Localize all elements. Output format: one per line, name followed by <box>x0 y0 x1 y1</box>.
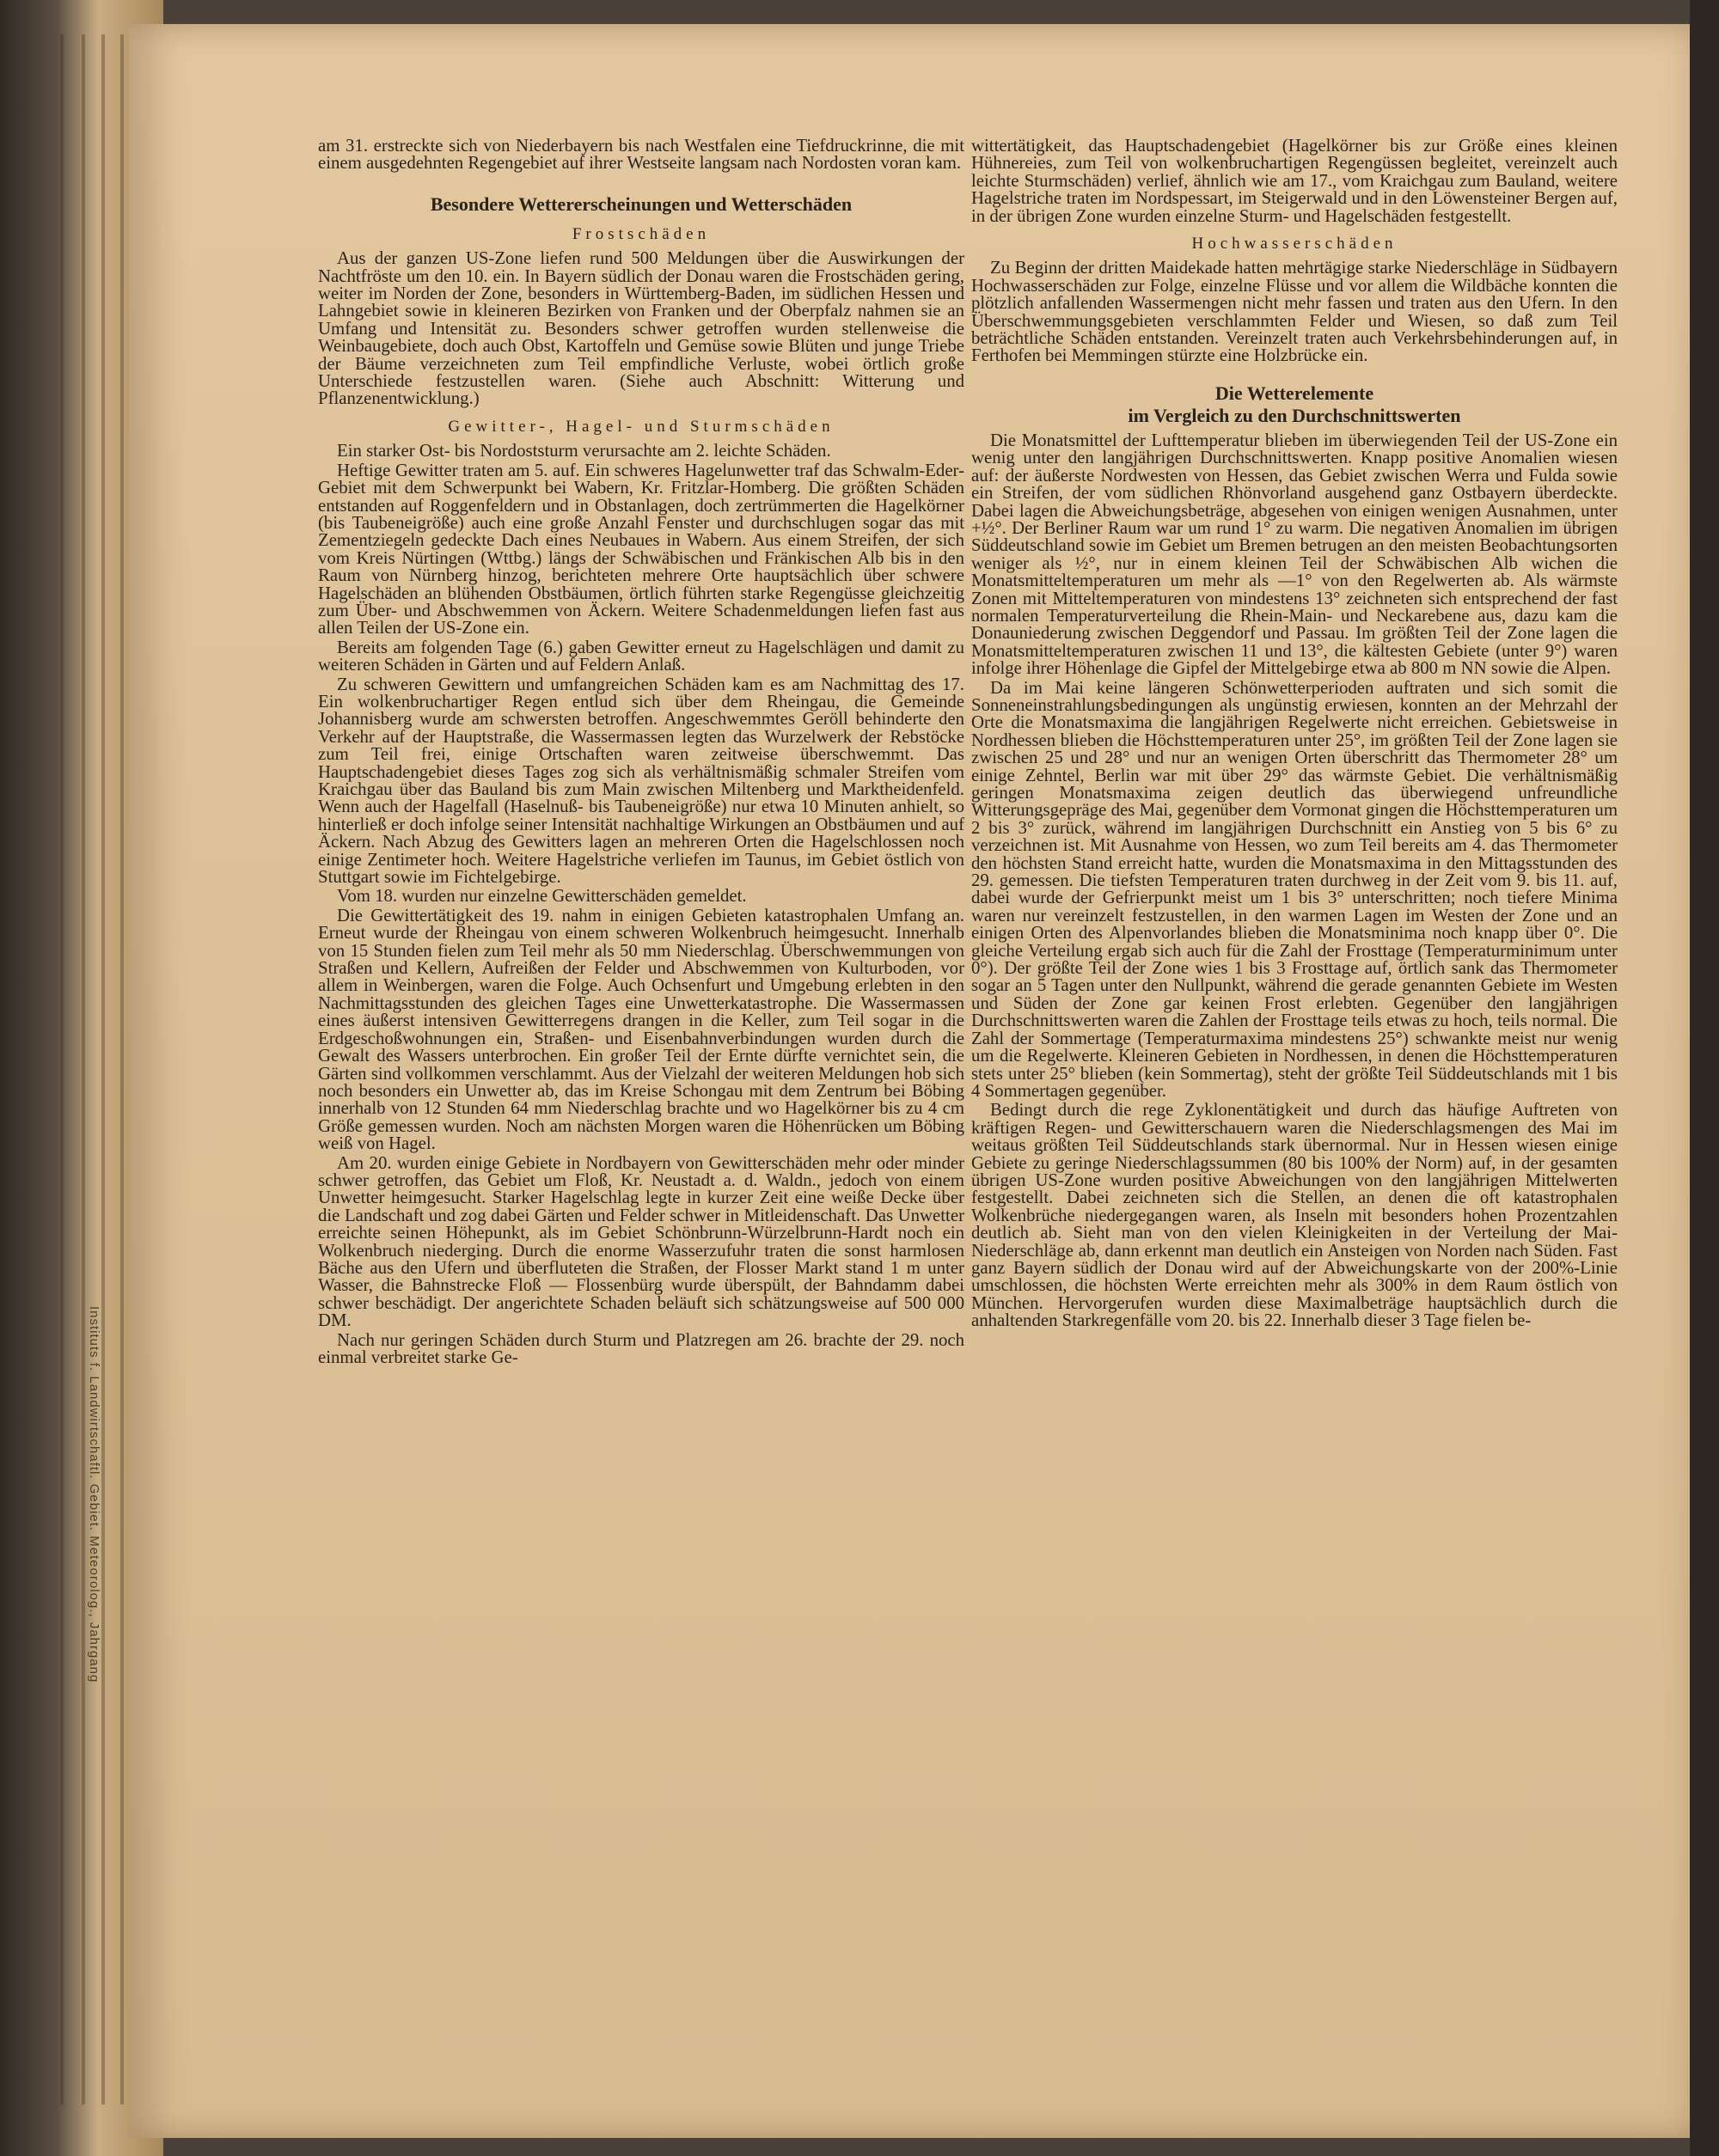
heading-line-2: im Vergleich zu den Durchschnittswerten <box>1128 404 1461 426</box>
paragraph: Die Monatsmittel der Lufttemperatur blieben im überwiegenden Teil der US-Zone ein wenig unter den langjährigen Durchschnittswerten. Knapp positive Anomalien wiesen auf: der äußerste Nordwesten von Hessen, das Gebiet zwischen Werra und Fulda sowie ein Streifen, der vom südlichen Rhönvorland ausgehend ganz Ostbayern überdeckte. Dabei lagen die Abweichungsbeträge, abgesehen von einigen wenigen Ausnahmen, unter +½°. Der Berliner Raum war um rund 1° zu warm. Die negativen Anomalien im übrigen Süddeutschland sowie im Gebiet um Bremen betrugen an den meisten Beobachtungsorten weniger als ½°, nur in einem kleinen Teil der Schwäbischen Alb wichen die Monatsmitteltemperaturen um mehr als —1° von den Regelwerten ab. Als wärmste Zonen mit Mitteltemperaturen von mindestens 13° zeichneten sich entsprechend der fast normalen Temperaturverteilung die Rhein-Main- und Neckarebene aus, dazu kam die Donauniederung zwischen Deggendorf und Passau. Im größten Teil der Zone lagen die Monatsmitteltemperaturen zwischen 11 und 13°, die kältesten Gebiete (unter 9°) waren infolge ihrer Höhenlage die Gipfel der Mittelgebirge etwa ab 800 m NN sowie die Alpen. <box>971 430 1618 679</box>
intro-paragraph: am 31. erstreckte sich von Niederbayern bis nach Westfalen eine Tiefdruckrinne, die mit einem ausgedehnten Regengebiet auf ihrer Westseite langsam nach Nordosten voran kam. <box>318 136 964 174</box>
paragraph: Bedingt durch die rege Zyklonentätigkeit und durch das häufige Auftreten von kräftigen Regen- und Gewitterschauern waren die Niederschlagsmengen des Mai im weitaus größten Teil Süddeutschlands stark übernormal. Nur in Hessen wiesen einige Gebiete zu geringe Niederschlagssummen (80 bis 100% der Norm) auf, in der gesamten übrigen US-Zone wurden positive Abweichungen von den langjährigen Mittelwerten festgestellt. Dabei zeichneten sich die Stellen, an denen die oft katastrophalen Wolkenbrüche niedergegangen waren, als Inseln mit besonders hohen Prozentzahlen deutlich ab. Sieht man von den vielen Kleinigkeiten in der Verteilung der Mai-Niederschläge ab, dann erkennt man deutlich ein Ansteigen von Norden nach Süden. Fast ganz Bayern südlich der Donau wird auf der Abweichungskarte von der 200%-Linie umschlossen, die höchsten Werte erreichten mehr als 300% in dem Raum östlich von München. Hervorgerufen wurden diese Maximalbeträge hauptsächlich durch die anhaltenden Starkregenfälle vom 20. bis 22. Innerhalb dieser 3 Tage fielen be- <box>971 1100 1618 1331</box>
paragraph: Am 20. wurden einige Gebiete in Nordbayern von Gewitterschäden mehr oder minder schwer getroffen, das Gebiet um Floß, Kr. Neustadt a. d. Waldn., jedoch von einem Unwetter heimgesucht. Starker Hagelschlag legte in kurzer Zeit eine weiße Decke über die Landschaft und zog dabei Gärten und Felder schwer in Mitleidenschaft. Das Unwetter erreichte seinen Höhepunkt, als im Gebiet Schönbrunn-Würzelbrunn-Hardt noch ein Wolkenbruch niederging. Durch die enorme Wasserzufuhr traten die sonst harmlosen Bäche aus den Ufern und überfluteten die Straßen, der Flosser Markt stand 1 m unter Wasser, die Bahnstrecke Floß — Flossenbürg wurde überspült, der Bahndamm dabei schwer beschädigt. Der angerichtete Schaden beläuft sich schätzungsweise auf 500 000 DM. <box>318 1152 964 1331</box>
section-heading-weather-events: Besondere Wettererscheinungen und Wetterschäden <box>430 192 853 215</box>
subheading-storm: Gewitter-, Hagel- und Sturmschäden <box>448 417 835 436</box>
paragraph: Zu schweren Gewittern und umfangreichen Schäden kam es am Nachmittag des 17. Ein wolkenbruchartiger Regen entlud sich über dem Rheingau, die Gemeinde Johannisberg wurde am schwersten betroffen. Angeschwemmtes Geröll behinderte den Verkehr auf der Hauptstraße, die Wassermassen legten das Wurzelwerk der Rebstöcke zum Teil frei, einige Ortschaften waren zeitweise überschwemmt. Das Hauptschadengebiet dieses Tages zog sich als verhältnismäßig schmaler Streifen vom Kraichgau über das Bauland bis zum Main zwischen Miltenberg und Marktheidenfeld. Wenn auch der Hagelfall (Haselnuß- bis Taubeneigröße) nur etwa 10 Minuten anhielt, so hinterließ er doch infolge seiner Intensität nachhaltige Wirkungen an Obstbäumen und auf Äckern. Nach Abzug des Gewitters lagen an mehreren Orten die Hagelschlossen noch einige Zentimeter hoch. Weitere Hagelstriche verliefen im Taunus, im Gebiet östlich von Stuttgart sowie im Fichtelgebirge. <box>318 674 964 888</box>
subheading-frost: Frostschäden <box>572 224 711 243</box>
paragraph: Nach nur geringen Schäden durch Sturm und Platzregen am 26. brachte der 29. noch einmal verbreitet starke Ge- <box>318 1329 964 1367</box>
paragraph: Bereits am folgenden Tage (6.) gaben Gewitter erneut zu Hagelschlägen und damit zu weiteren Schäden in Gärten und auf Feldern Anlaß. <box>318 637 964 675</box>
spine-text: Instituts f. Landwirtschaftl. Gebiet. Meteorolog., Jahrgang <box>87 1306 101 1683</box>
left-column <box>318 137 964 1368</box>
paragraph: Aus der ganzen US-Zone liefen rund 500 Meldungen über die Auswirkungen der Nachtfröste um den 10. ein. In Bayern südlich der Donau waren die Frostschäden gering, weiter im Norden der Zone, besonders in Württemberg-Baden, im südlichen Hessen und Lahngebiet sowie in kleineren Bezirken von Franken und der Oberpfalz nahmen sie an Umfang und Intensität zu. Besonders schwer getroffen wurden stellenweise die Weinbaugebiete, doch auch Obst, Kartoffeln und Gemüse sowie Blüten und junge Triebe der Bäume verzeichneten zum Teil empfindliche Verluste, wobei örtlich große Unterschiede festzustellen waren. (Siehe auch Abschnitt: Witterung und Pflanzenentwicklung.) <box>318 248 964 409</box>
subheading-flood: Hochwasserschäden <box>1191 235 1398 253</box>
paragraph: Ein starker Ost- bis Nordoststurm verursachte am 2. leichte Schäden. <box>337 441 831 461</box>
paragraph: Vom 18. wurden nur einzelne Gewitterschäden gemeldet. <box>337 886 747 907</box>
paragraph: wittertätigkeit, das Hauptschadengebiet (Hagelkörner bis zur Größe eines kleinen Hühnereies, zum Teil von wolkenbruchartigen Regengüssen begleitet, vereinzelt auch leichte Sturmschäden) verlief, ähnlich wie am 17., vom Kraichgau zum Bauland, weitere Hagelstriche traten im Nordspessart, im Steigerwald und in den Löwensteiner Bergen auf, in der übrigen Zone wurden einzelne Sturm- und Hagelschäden festgestellt. <box>971 136 1618 226</box>
paragraph: Heftige Gewitter traten am 5. auf. Ein schweres Hagelunwetter traf das Schwalm-Eder-Gebiet mit dem Schwerpunkt bei Wabern, Kr. Fritzlar-Homberg. Die größten Schäden entstanden auf Roggenfeldern und in Obstanlagen, doch zertrümmerten die Hagelkörner (bis Taubeneigröße) auch eine große Anzahl Fenster und durchschlugen sogar das mit Zementziegeln gedeckte Dach eines Neubaues in Wabern. Aus einem Streifen, der sich vom Kreis Nürtingen (Wttbg.) längs der Schwäbischen und Fränkischen Alb bis in den Raum von Nürnberg hinzog, berichteten mehrere Orte hauptsächlich über schwere Hagelschäden an blühenden Obstbäumen, örtlich führten starke Regengüsse gleichzeitig zum Über- und Abschwemmen von Äckern. Weitere Schadenmeldungen liefen fast aus allen Teilen der US-Zone ein. <box>318 460 964 638</box>
right-column <box>971 137 1618 1332</box>
heading-line-1: Die Wetterelemente <box>1214 382 1374 404</box>
paragraph: Da im Mai keine längeren Schönwetterperioden auftraten und sich somit die Sonneneinstrahlungsbedingungen als ungünstig erwiesen, konnten an der Mehrzahl der Orte die Monatsmaxima die langjährigen Regelwerte nicht erreichen. Gebietsweise in Nordhessen blieben die Höchsttemperaturen unter 25°, im größten Teil der Zone lagen sie zwischen 25 und 28° und nur an wenigen Orten überschritt das Thermometer 28° um einige Zehntel, Berlin war mit über 29° das wärmste Gebiet. Die verhältnismäßig geringen Monatsmaxima zeigen deutlich das überwiegend unfreundliche Witterungsgepräge des Mai, gegenüber dem Vormonat gingen die Höchsttemperaturen um 2 bis 3° zurück, während im langjährigen Durchschnitt ein Anstieg von 5 bis 6° zu verzeichnen ist. Mit Ausnahme von Hessen, wo zum Teil bereits am 4. das Thermometer den höchsten Stand erreicht hatte, wurden die Monatsmaxima in den Mittagsstunden des 29. gemessen. Die tiefsten Temperaturen traten durchweg in der Zeit vom 9. bis 11. auf, dabei wurde der Gefrierpunkt meist um 1 bis 3° unterschritten; noch tiefere Minima waren nur vereinzelt festzustellen, in den warmen Lagen im Westen der Zone und an einigen Orten des Alpenvorlandes blieben die Monatsminima noch knapp über 0°. Die gleiche Verteilung ergab sich auch für die Zahl der Frosttage (Temperaturminimum unter 0°). Der größte Teil der Zone wies 1 bis 3 Frosttage auf, örtlich sank das Thermometer sogar an 5 Tagen unter den Nullpunkt, während die gerade genannten Gebiete im Westen und Süden der Zone gar keinen Frost erlebten. Gegenüber den langjährigen Durchschnittswerten waren die Zahlen der Frosttage teils etwas zu hoch, teils normal. Die Zahl der Sommertage (Temperaturmaxima mindestens 25°) schwankte meist nur wenig um die Regelwerte. Kleineren Gebieten in Nordhessen, in denen die Höchsttemperaturen stets unter 25° blieben (kein Sommertag), steht der größte Teil Süddeutschlands mit 1 bis 4 Sommertagen gegenüber. <box>971 677 1618 1101</box>
book-cover-edge <box>1690 0 1719 2156</box>
paragraph: Die Gewittertätigkeit des 19. nahm in einigen Gebieten katastrophalen Umfang an. Erneut wurde der Rheingau von einem schweren Wolkenbruch heimgesucht. Innerhalb von 15 Stunden fielen zum Teil mehr als 50 mm Niederschlag. Überschwemmungen von Straßen und Kellern, Aufreißen der Felder und Abschwemmen von Kulturboden, vor allem in Weinbergen, waren die Folge. Auch Ochsenfurt und Umgebung erlebten in den Nachmittagsstunden des gleichen Tages eine Unwetterkatastrophe. Die Wassermassen eines äußerst intensiven Gewitterregens drangen in die Keller, zum Teil sogar in die Erdgeschoßwohnungen ein, Straßen- und Eisenbahnverbindungen wurden durch die Gewalt des Wassers unterbrochen. Ein großer Teil der Ernte dürfte vernichtet sein, die Gärten sind vollkommen verschlammt. Aus der Vielzahl der weiteren Meldungen hob sich noch besonders ein Unwetter ab, das im Kreise Schongau mit dem Zentrum bei Böbing innerhalb von 12 Stunden 64 mm Niederschlag brachte und wo Hagelkörner bis zu 4 cm Größe gemessen wurden. Noch am nächsten Morgen waren die Höhenrücken um Böbing weiß von Hagel. <box>318 905 964 1154</box>
section-heading-weather-elements <box>971 382 1618 427</box>
paragraph: Zu Beginn der dritten Maidekade hatten mehrtägige starke Niederschläge in Südbayern Hochwasserschäden zur Folge, einzelne Flüsse und vor allem die Wildbäche konnten die plötzlich anfallenden Wassermengen nicht mehr fassen und traten aus den Ufern. In den Überschwemmungsgebieten verschlammten Felder und Wiesen, so daß zum Teil beträchtliche Schäden entstanden. Vereinzelt traten auch Verkehrsbehinderungen auf, in Ferthofen bei Memmingen stürzte eine Holzbrücke ein. <box>971 258 1618 366</box>
